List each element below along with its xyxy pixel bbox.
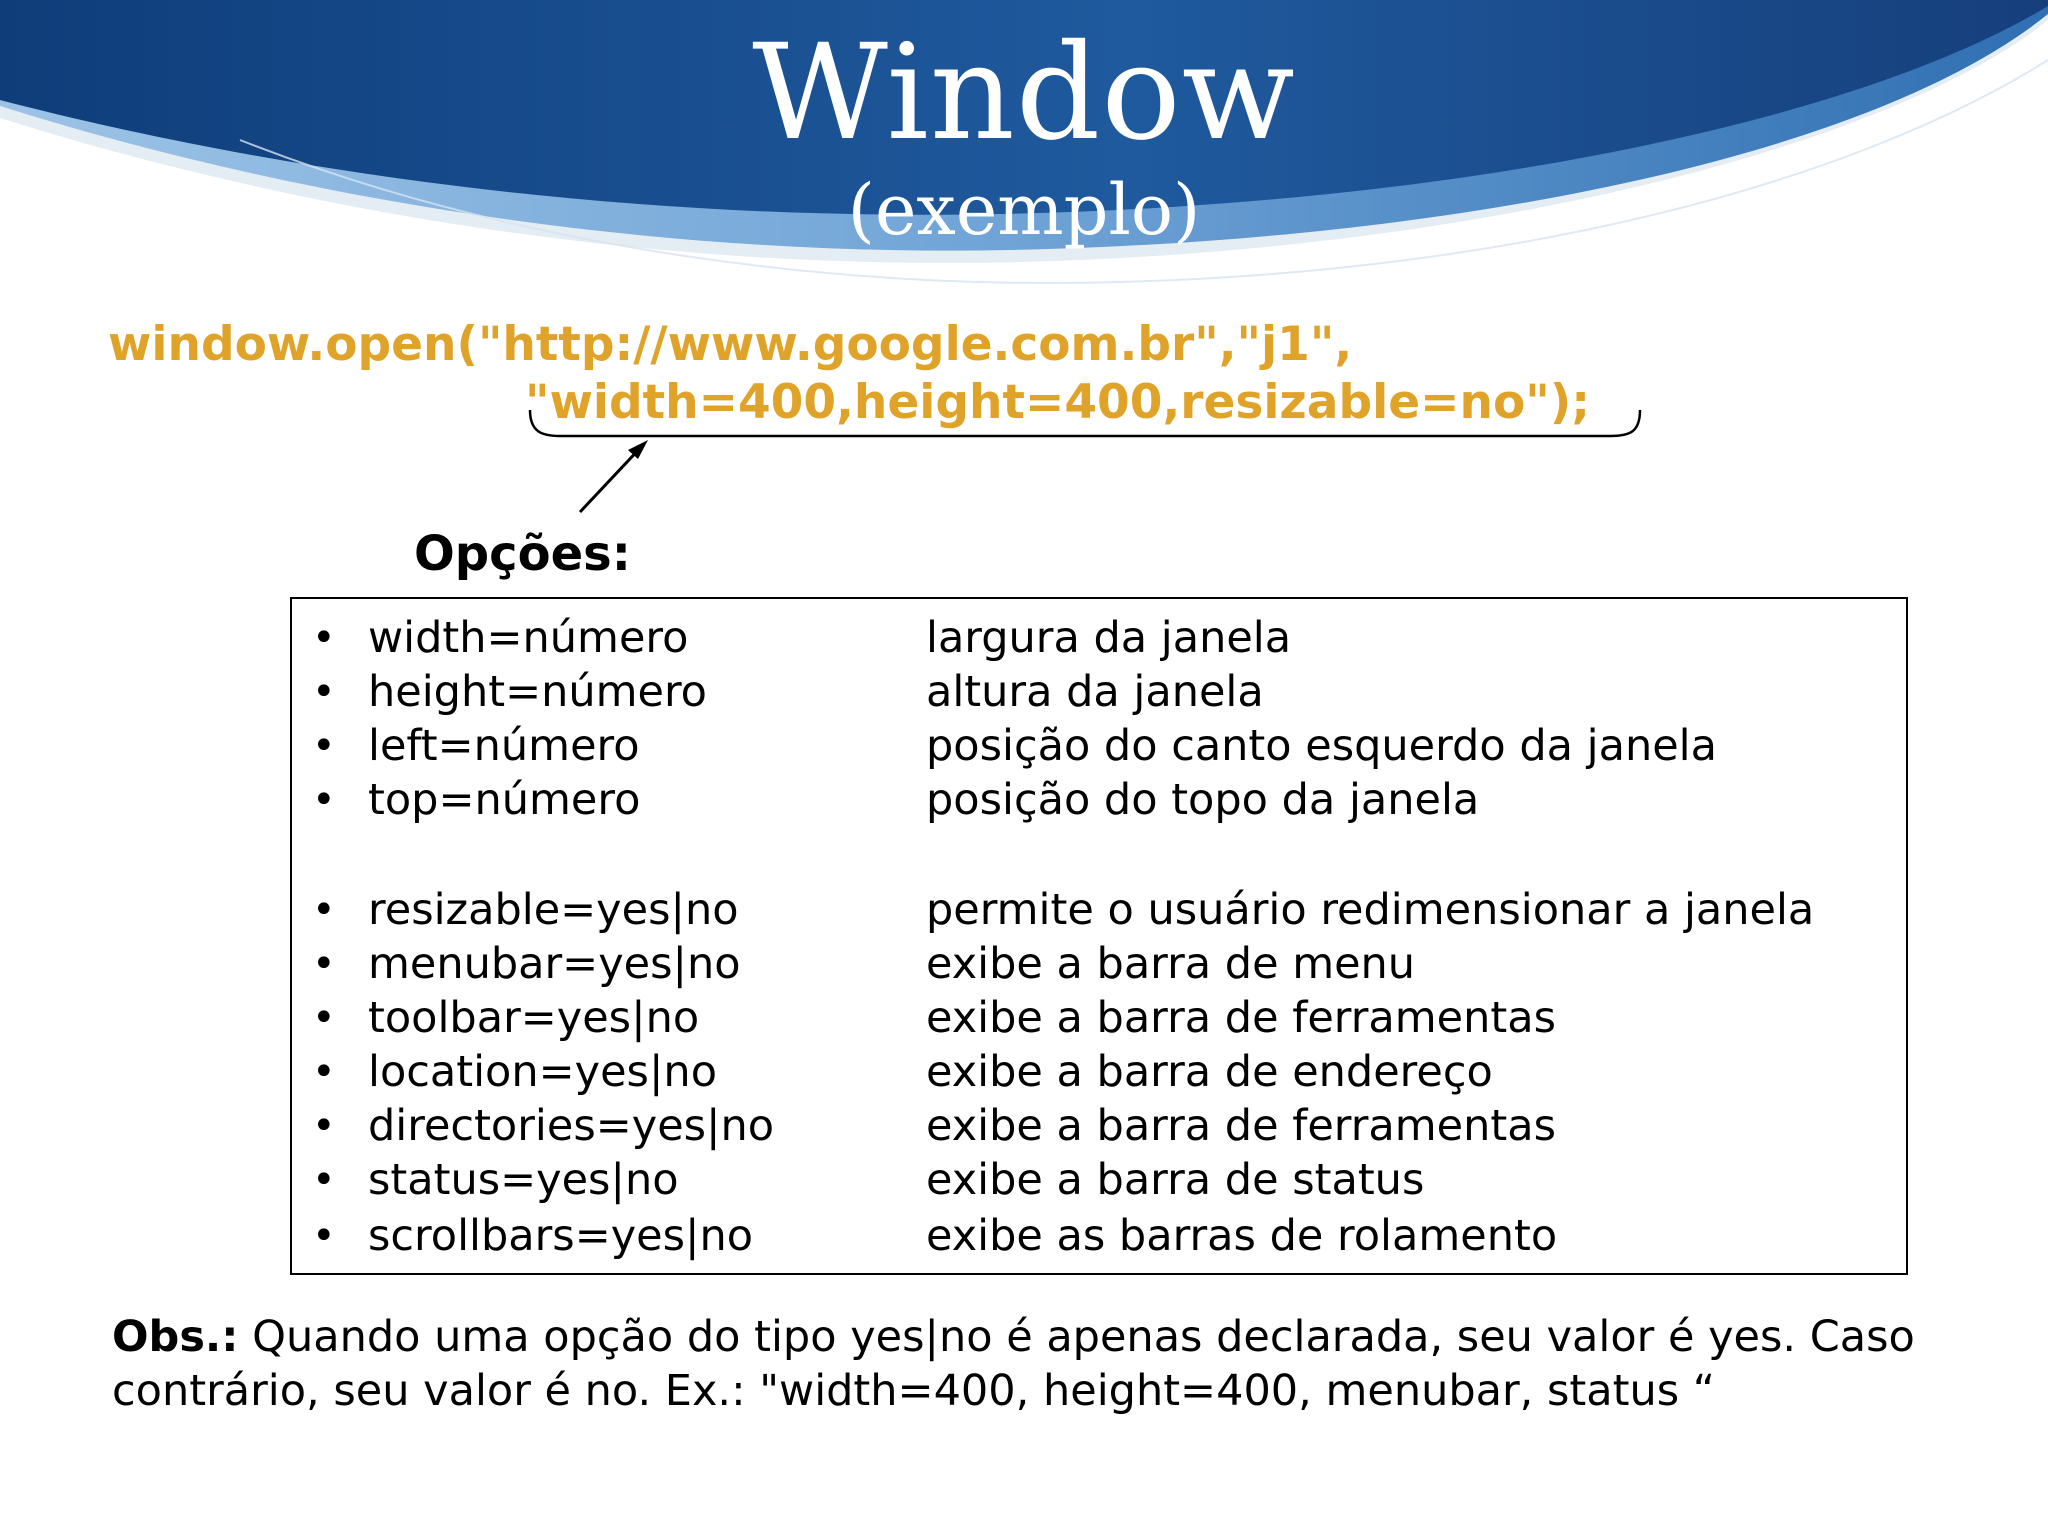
option-desc: permite o usuário redimensionar a janela [926, 885, 1815, 935]
option-key: left=número [368, 721, 640, 771]
option-row-toolbar [292, 991, 1906, 1045]
obs-text: Quando uma opção do tipo yes|no é apenas declarada, seu valor é yes. Caso contrário, seu valor é no. Ex.: "width=400, height=400, menubar, status “ [112, 1312, 1915, 1416]
option-key: menubar=yes|no [368, 939, 741, 989]
bullet: • [312, 995, 336, 1041]
bullet: • [312, 1049, 336, 1095]
obs-note [112, 1310, 1972, 1418]
option-desc: posição do topo da janela [926, 775, 1480, 825]
option-row-resizable [292, 883, 1906, 937]
slide-title: Window [752, 16, 1296, 170]
option-key: location=yes|no [368, 1047, 717, 1097]
arrow-line [580, 446, 642, 512]
option-row-status [292, 1153, 1906, 1207]
slide-subtitle: (exemplo) [847, 169, 1201, 251]
option-key: resizable=yes|no [368, 885, 739, 935]
obs-label: Obs.: [112, 1312, 239, 1362]
option-row-left [292, 719, 1906, 773]
option-desc: exibe a barra de ferramentas [926, 1101, 1556, 1151]
bullet: • [312, 615, 336, 661]
option-key: width=número [368, 613, 689, 663]
options-label: Opções: [414, 526, 631, 582]
option-key: directories=yes|no [368, 1101, 775, 1151]
option-desc: altura da janela [926, 667, 1264, 717]
option-key: height=número [368, 667, 707, 717]
option-row-location [292, 1045, 1906, 1099]
option-key: status=yes|no [368, 1155, 679, 1205]
option-key: toolbar=yes|no [368, 993, 700, 1043]
option-key: scrollbars=yes|no [368, 1211, 754, 1261]
option-row-height [292, 665, 1906, 719]
bullet: • [312, 1213, 336, 1259]
bullet: • [312, 777, 336, 823]
option-row-menubar [292, 937, 1906, 991]
bullet: • [312, 723, 336, 769]
option-desc: posição do canto esquerdo da janela [926, 721, 1717, 771]
option-key: top=número [368, 775, 641, 825]
bullet: • [312, 1157, 336, 1203]
option-row-directories [292, 1099, 1906, 1153]
option-row-scrollbars [292, 1209, 1906, 1263]
bullet: • [312, 1103, 336, 1149]
options-brace [520, 410, 1650, 550]
option-desc: largura da janela [926, 613, 1292, 663]
bullet: • [312, 941, 336, 987]
bullet: • [312, 887, 336, 933]
option-desc: exibe a barra de endereço [926, 1047, 1493, 1097]
code-line-2: "width=400,height=400,resizable=no"); [525, 375, 1591, 430]
option-desc: exibe as barras de rolamento [926, 1211, 1558, 1261]
bullet: • [312, 669, 336, 715]
option-row-width [292, 611, 1906, 665]
option-desc: exibe a barra de menu [926, 939, 1416, 989]
options-box [290, 597, 1908, 1275]
code-line-1: window.open("http://www.google.com.br","j1", [108, 317, 1353, 372]
option-desc: exibe a barra de ferramentas [926, 993, 1556, 1043]
option-row-top [292, 773, 1906, 827]
option-desc: exibe a barra de status [926, 1155, 1425, 1205]
